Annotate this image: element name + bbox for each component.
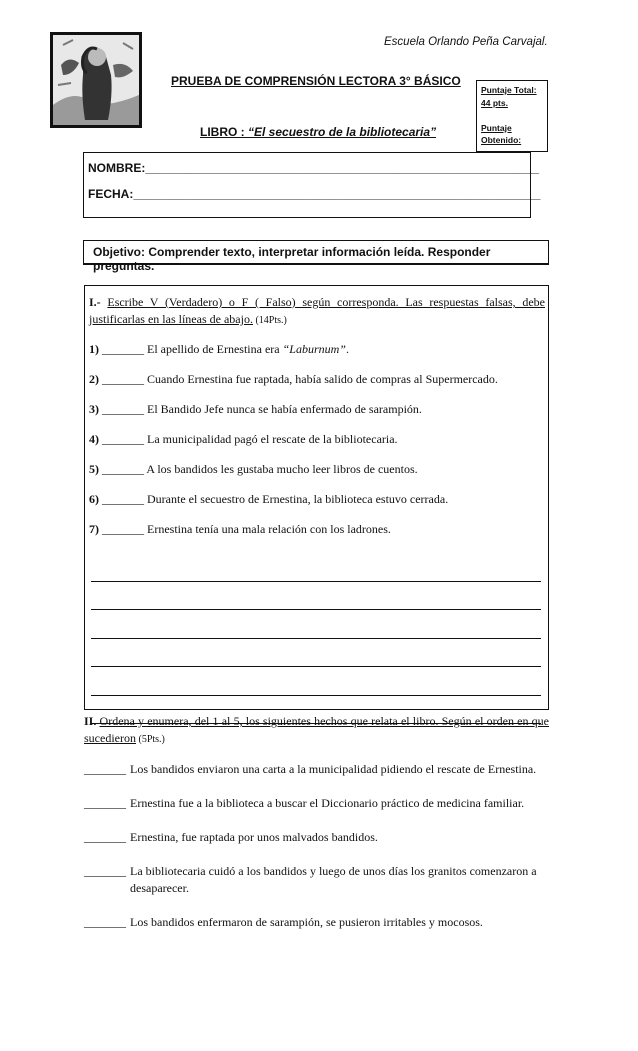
tf-item bbox=[89, 431, 545, 461]
tf-item-italic: “Laburnum” bbox=[282, 342, 346, 356]
section-1-numeral: I.- bbox=[89, 295, 108, 309]
order-answer-blank[interactable]: _______ bbox=[84, 864, 126, 878]
section-2-instruction-text: Ordena y enumera, del 1 al 5, los siguientes hechos que relata el libro. Según el orden en que sucedieron bbox=[84, 714, 549, 745]
test-title: PRUEBA DE COMPRENSIÓN LECTORA 3° BÁSICO bbox=[171, 74, 461, 88]
order-event bbox=[84, 795, 549, 812]
tf-item bbox=[89, 401, 545, 431]
school-name: Escuela Orlando Peña Carvajal. bbox=[384, 36, 548, 48]
obtained-score-label-2: Obtenido: bbox=[481, 135, 522, 146]
name-label: NOMBRE: bbox=[88, 161, 146, 175]
logo-illustration bbox=[53, 35, 139, 125]
name-blank[interactable]: ___________________________________________________________ bbox=[145, 161, 540, 175]
name-row[interactable] bbox=[88, 161, 540, 187]
obtained-score-label-1: Puntaje bbox=[481, 122, 512, 133]
order-event bbox=[84, 863, 549, 897]
tf-item-text: El Bandido Jefe nunca se había enfermado de sarampión. bbox=[144, 402, 422, 416]
tf-item-number: 3) bbox=[89, 402, 102, 416]
tf-item-number: 7) bbox=[89, 522, 102, 536]
tf-item-text: La municipalidad pagó el rescate de la bibliotecaria. bbox=[144, 432, 398, 446]
tf-item bbox=[89, 521, 545, 551]
order-event bbox=[84, 914, 549, 931]
section-1-instruction bbox=[89, 294, 545, 329]
score-box bbox=[476, 80, 548, 152]
tf-item-number: 6) bbox=[89, 492, 102, 506]
date-row[interactable] bbox=[88, 187, 541, 213]
justification-line[interactable] bbox=[91, 582, 541, 611]
order-event bbox=[84, 761, 549, 778]
tf-item-text: Cuando Ernestina fue raptada, había salido de compras al Supermercado. bbox=[144, 372, 498, 386]
section-2-points: (5Pts.) bbox=[135, 734, 165, 745]
tf-item-number: 4) bbox=[89, 432, 102, 446]
total-score-label: Puntaje Total: bbox=[481, 85, 537, 95]
tf-answer-blank[interactable]: _______ bbox=[102, 342, 144, 356]
tf-item bbox=[89, 371, 545, 401]
order-event-text: Ernestina, fue raptada por unos malvados bandidos. bbox=[130, 830, 378, 844]
order-event-text: La bibliotecaria cuidó a los bandidos y luego de unos días los granitos comenzaron a desaparecer. bbox=[130, 864, 537, 895]
tf-item-text: Durante el secuestro de Ernestina, la biblioteca estuvo cerrada. bbox=[144, 492, 449, 506]
tf-answer-blank[interactable]: _______ bbox=[102, 492, 144, 506]
justification-line[interactable] bbox=[91, 639, 541, 668]
tf-item-number: 5) bbox=[89, 462, 102, 476]
book-title bbox=[200, 125, 436, 139]
tf-item bbox=[89, 341, 545, 371]
tf-item-text: El apellido de Ernestina era bbox=[144, 342, 283, 356]
order-event-text: Los bandidos enviaron una carta a la municipalidad pidiendo el rescate de Ernestina. bbox=[130, 762, 537, 776]
book-name: “El secuestro de la bibliotecaria” bbox=[248, 125, 437, 139]
student-info-box bbox=[83, 152, 541, 218]
order-answer-blank[interactable]: _______ bbox=[84, 915, 126, 929]
justification-line[interactable] bbox=[91, 553, 541, 582]
tf-answer-blank[interactable]: _______ bbox=[102, 402, 144, 416]
tf-item-text: A los bandidos les gustaba mucho leer libros de cuentos. bbox=[144, 462, 418, 476]
tf-answer-blank[interactable]: _______ bbox=[102, 462, 144, 476]
total-score-value: 44 pts. bbox=[481, 97, 508, 108]
order-event-text: Los bandidos enfermaron de sarampión, se pusieron irritables y mocosos. bbox=[130, 915, 483, 929]
school-logo-image bbox=[50, 32, 142, 128]
section-1-true-false bbox=[84, 285, 549, 710]
tf-answer-blank[interactable]: _______ bbox=[102, 372, 144, 386]
order-answer-blank[interactable]: _______ bbox=[84, 762, 126, 776]
tf-item-suffix: . bbox=[345, 342, 349, 356]
order-event bbox=[84, 829, 549, 846]
book-prefix: LIBRO : bbox=[200, 125, 248, 139]
tf-item-number: 2) bbox=[89, 372, 102, 386]
tf-item bbox=[89, 491, 545, 521]
section-1-points: (14Pts.) bbox=[252, 315, 287, 326]
tf-item-text: Ernestina tenía una mala relación con los ladrones. bbox=[144, 522, 391, 536]
justification-lines bbox=[89, 553, 545, 724]
section-1-instruction-text: Escribe V (Verdadero) o F ( Falso) según corresponda. Las respuestas falsas, debe justificarlas en las líneas de abajo. bbox=[89, 295, 545, 326]
tf-item-number: 1) bbox=[89, 342, 102, 356]
tf-item bbox=[89, 461, 545, 491]
justification-line[interactable] bbox=[91, 667, 541, 696]
tf-answer-blank[interactable]: _______ bbox=[102, 522, 144, 536]
order-event-text: Ernestina fue a la biblioteca a buscar el Diccionario práctico de medicina familiar. bbox=[130, 796, 525, 810]
events-list bbox=[84, 761, 549, 931]
justification-line[interactable] bbox=[91, 610, 541, 639]
true-false-list bbox=[89, 341, 545, 551]
section-2-ordering bbox=[84, 713, 549, 948]
date-label: FECHA: bbox=[88, 187, 134, 201]
order-answer-blank[interactable]: _______ bbox=[84, 796, 126, 810]
tf-answer-blank[interactable]: _______ bbox=[102, 432, 144, 446]
objective-box: Objetivo: Comprender texto, interpretar información leída. Responder preguntas. bbox=[83, 240, 549, 265]
date-blank[interactable]: _____________________________________________________________ bbox=[133, 187, 541, 201]
order-answer-blank[interactable]: _______ bbox=[84, 830, 126, 844]
section-2-instruction bbox=[84, 713, 549, 748]
section-2-numeral: II. bbox=[84, 714, 100, 728]
